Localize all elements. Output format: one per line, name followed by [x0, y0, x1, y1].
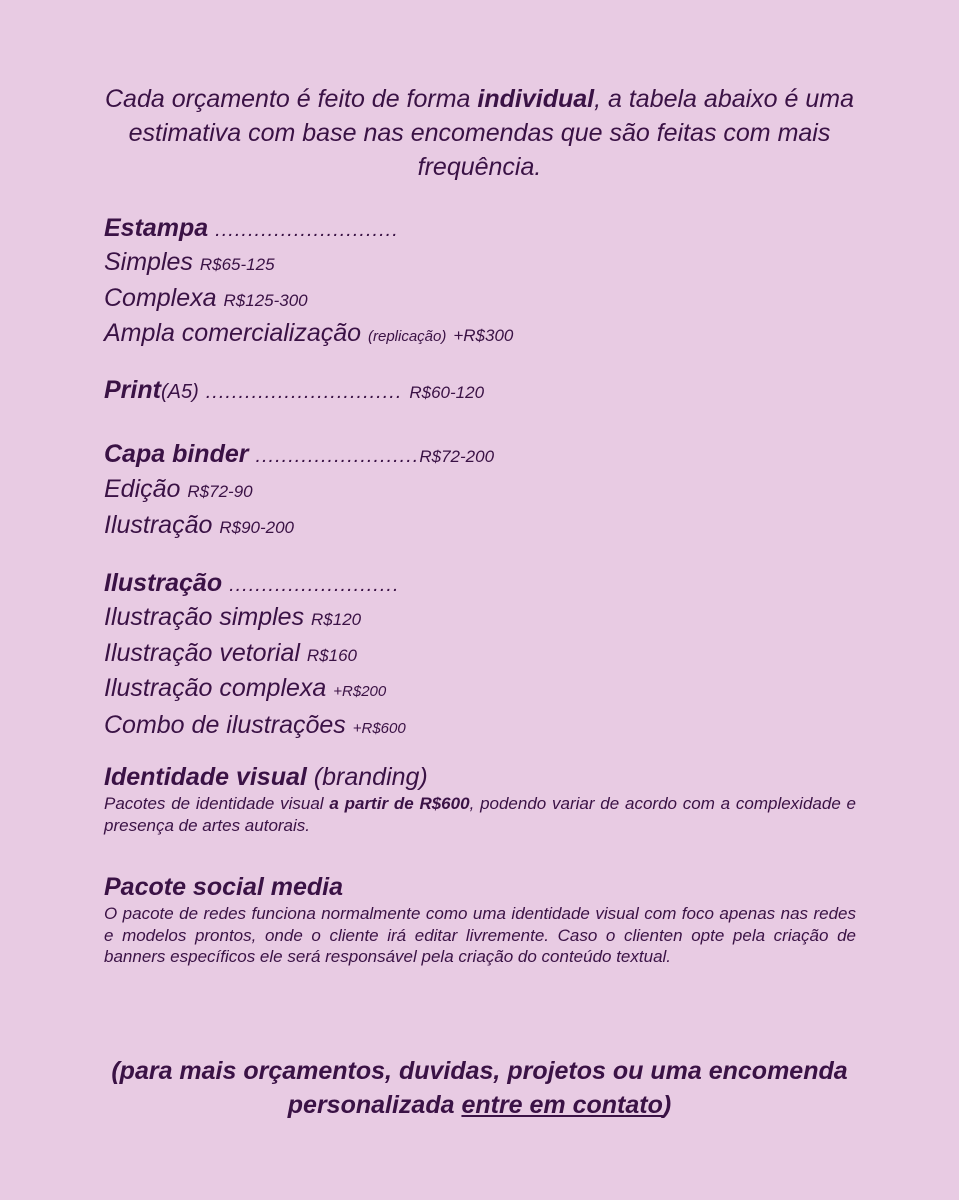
capa-heading [104, 438, 494, 473]
item-price: +R$200 [333, 683, 387, 700]
section-social-media [104, 871, 856, 968]
capa-item [104, 473, 494, 509]
item-price: R$120 [311, 610, 362, 629]
ilustracao-item [104, 672, 406, 709]
section-identidade-visual [104, 761, 856, 836]
identidade-desc-1: Pacotes de identidade visual [104, 794, 330, 813]
item-price: +R$600 [352, 719, 406, 737]
ilustracao-item [104, 637, 406, 673]
print-heading [104, 374, 484, 409]
item-name: Ilustração vetorial [104, 638, 300, 667]
item-price: R$125-300 [223, 290, 308, 310]
contact-link[interactable]: entre em contato [461, 1091, 663, 1119]
item-name: Ilustração complexa [104, 674, 327, 702]
item-name: Simples [104, 248, 193, 276]
estampa-item [104, 246, 513, 282]
estampa-item [104, 282, 513, 318]
identidade-desc-bold: a partir de R$600 [329, 794, 470, 813]
item-name: Ilustração [104, 510, 213, 539]
capa-dots: ......................... [255, 445, 420, 467]
item-note: (replicação) [368, 328, 447, 345]
section-estampa [104, 212, 513, 354]
identidade-desc-2: , podendo variar de acordo com a complexidade e presença de artes autorais. [104, 794, 857, 835]
ilustracao-title: Ilustração [104, 569, 223, 597]
estampa-dots: ............................ [215, 219, 399, 241]
section-ilustracao [104, 567, 406, 745]
item-name: Complexa [104, 283, 217, 312]
print-price: R$60-120 [409, 383, 485, 402]
estampa-item [104, 317, 513, 354]
outro-text-1: (para mais orçamentos, duvidas, projetos ou uma encomenda personalizada [111, 1057, 848, 1119]
item-name: Combo de ilustrações [104, 710, 346, 739]
item-name: Ilustração simples [104, 603, 305, 631]
item-price: R$160 [306, 645, 357, 665]
ilustracao-dots: .......................... [229, 574, 400, 596]
outro-paragraph [100, 1054, 859, 1122]
capa-price: R$72-200 [419, 447, 495, 466]
print-dots: .............................. [205, 381, 403, 403]
section-capa-binder [104, 438, 494, 544]
section-print [104, 374, 484, 409]
outro-text-2: ) [662, 1091, 672, 1119]
intro-text-1: Cada orçamento é feito de forma [104, 85, 478, 113]
capa-title: Capa binder [104, 440, 249, 468]
item-name: Edição [104, 475, 181, 503]
identidade-heading [104, 761, 856, 793]
estampa-title: Estampa [104, 214, 209, 242]
capa-item [104, 509, 494, 545]
social-heading [104, 871, 856, 903]
identidade-description [104, 793, 856, 836]
intro-text-2: , a tabela abaixo é uma estimativa com base nas encomendas que são feitas com mais frequência. [128, 85, 855, 181]
social-title: Pacote social media [104, 873, 344, 901]
item-price: +R$300 [453, 326, 514, 345]
intro-paragraph [100, 82, 859, 184]
ilustracao-item [104, 709, 406, 746]
item-name: Ampla comercialização [104, 319, 362, 347]
identidade-title: Identidade visual [104, 763, 307, 791]
ilustracao-heading [104, 567, 406, 601]
estampa-heading [104, 212, 513, 246]
print-title: Print [104, 376, 161, 404]
intro-bold: individual [477, 85, 595, 113]
item-price: R$65-125 [199, 255, 275, 274]
social-description: O pacote de redes funciona normalmente como uma identidade visual com foco apenas nas redes e modelos prontos, onde o cliente irá editar livremente. Caso o clienten opte pela criação de banners específicos ele será responsável pela criação do conteúdo textual. [104, 904, 856, 966]
item-price: R$72-90 [187, 482, 253, 501]
item-price: R$90-200 [219, 517, 295, 537]
print-suffix: (A5) [160, 381, 199, 403]
ilustracao-item [104, 601, 406, 637]
identidade-paren: (branding) [313, 763, 428, 791]
